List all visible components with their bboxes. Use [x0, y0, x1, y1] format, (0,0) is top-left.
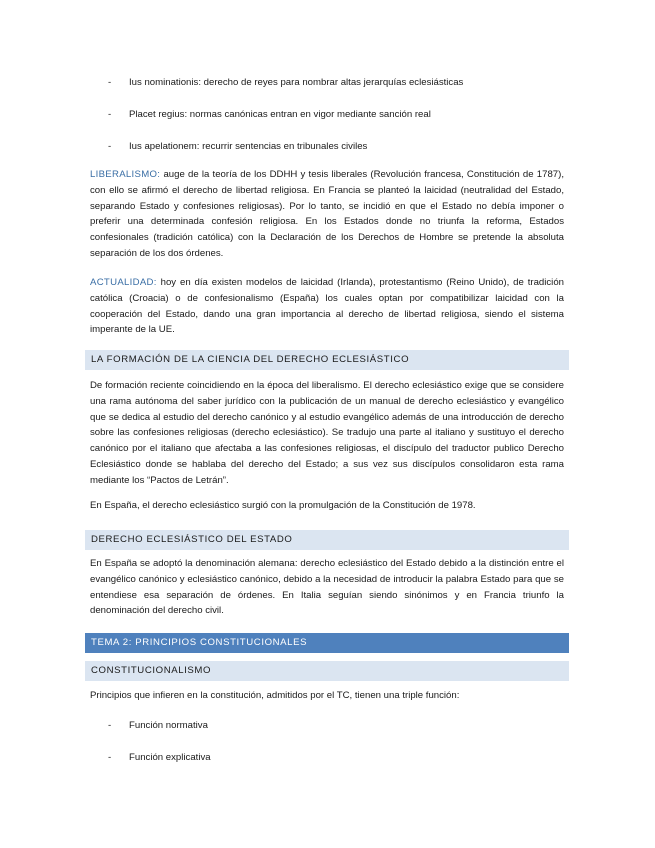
bullet-dash: -	[108, 109, 112, 120]
espana-paragraph: En España, el derecho eclesiástico surgió con la promulgación de la Constitución de 1978.	[90, 500, 476, 511]
section-heading-text: CONSTITUCIONALISMO	[91, 665, 212, 676]
derecho-estado-paragraph: En España se adoptó la denominación alemana: derecho eclesiástico del Estado debido a la distinción entre el evangélico canónico y eclesiástico canónico, debido a la necesidad de introducir la palabra Estado para que se entendiese esa separación de órdenes. En Italia seguían siendo sinónimos y en Francia triunfo la denominación del derecho civil.	[90, 558, 564, 617]
constitucionalismo-paragraph: Principios que infieren en la constitución, admitidos por el TC, tienen una triple función:	[90, 690, 460, 701]
section-heading-formacion	[85, 350, 569, 370]
section-heading-derecho-estado	[85, 530, 569, 550]
section-heading-text: LA FORMACIÓN DE LA CIENCIA DEL DERECHO ECLESIÁSTICO	[91, 354, 410, 365]
liberalismo-paragraph	[90, 167, 564, 262]
list-item-text: Función explicativa	[129, 752, 211, 763]
section-heading-constitucionalismo	[85, 661, 569, 681]
formacion-paragraph: De formación reciente coincidiendo en la época del liberalismo. El derecho eclesiástico exige que se considere una rama autónoma del saber jurídico con la publicación de un manual de derecho eclesiástico y evangélico que se dedica al estudio del derecho canónico y al estudio evangélico además de una introducción de derecho sobre las confesiones religiosas (derecho eclesiástico). Se tradujo una parte al italiano y sustituyo el derecho canónico por el italiano que afectaba a las confesiones religiosas, el discípulo del traductor publico Derecho Eclesiástico donde se hablaba del derecho del Estado; a sus vez sus discípulos consolidaron esta rama mediante los “Pactos de Letrán”.	[90, 380, 564, 486]
actualidad-paragraph	[90, 275, 564, 338]
list-item-text: Placet regius: normas canónicas entran en vigor mediante sanción real	[129, 109, 431, 120]
list-item-text: Función normativa	[129, 720, 208, 731]
liberalismo-label: LIBERALISMO:	[90, 169, 161, 180]
chapter-heading-text: TEMA 2: PRINCIPIOS CONSTITUCIONALES	[91, 637, 308, 648]
actualidad-label: ACTUALIDAD:	[90, 277, 157, 288]
list-item-text: Ius nominationis: derecho de reyes para nombrar altas jerarquías eclesiásticas	[129, 77, 464, 88]
bullet-dash: -	[108, 752, 112, 763]
liberalismo-text: auge de la teoría de los DDHH y tesis liberales (Revolución francesa, Constitución de 1787), con ello se afirmó el derecho de libertad religiosa. En Francia se planteó la laicidad (neutralidad del Estado, separando Estado y confesiones religiosas). Por lo tanto, se incidió en que el Estado no debía imponer o preferir una determinada confesión religiosa. En los Estados donde no triunfa la reforma, Estados confesionales (tradición católica) con la Declaración de los Derechos de Hombre se pretende la absoluta separación de los dos órdenes.	[90, 169, 564, 259]
bullet-dash: -	[108, 720, 112, 731]
list-item-text: Ius apelationem: recurrir sentencias en tribunales civiles	[129, 141, 368, 152]
section-heading-text: DERECHO ECLESIÁSTICO DEL ESTADO	[91, 534, 293, 545]
bullet-dash: -	[108, 141, 112, 152]
chapter-heading-tema2	[85, 633, 569, 653]
actualidad-text: hoy en día existen modelos de laicidad (Irlanda), protestantismo (Reino Unido), de tradición católica (Croacia) o de confesionalismo (España) los cuales optan por compatibilizar laicidad con la cooperación del Estado, dando una gran importancia al derecho de libertad religiosa, siendo el sistema imperante de la UE.	[90, 277, 564, 336]
bullet-dash: -	[108, 77, 112, 88]
